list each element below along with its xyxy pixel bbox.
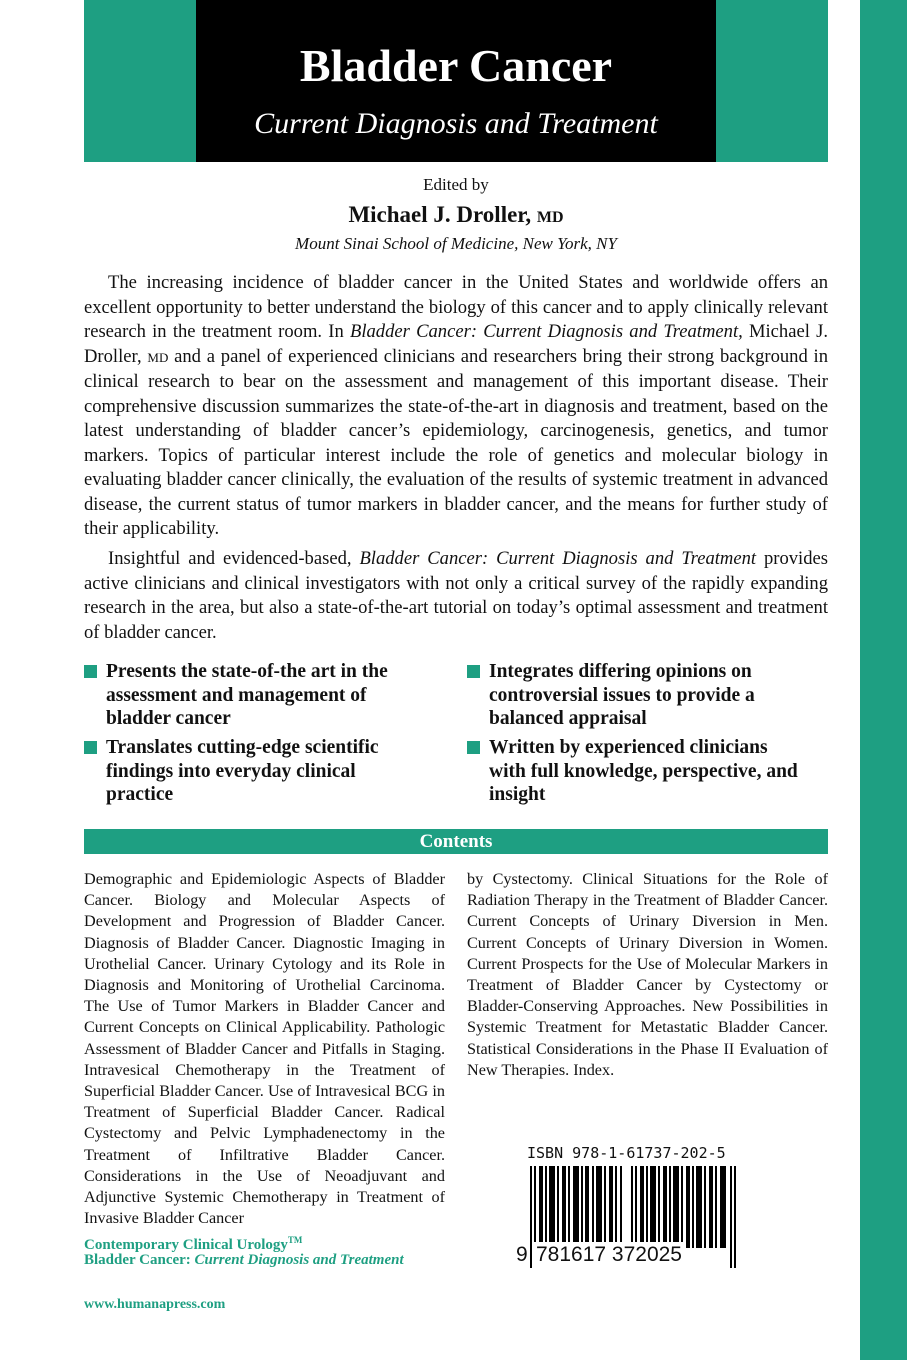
editor-degree: MD: [536, 209, 564, 226]
isbn-label: ISBN 978-1-61737-202-5: [527, 1144, 726, 1162]
bullet-square-icon: [467, 665, 480, 678]
publisher-website-link[interactable]: www.humanapress.com: [84, 1297, 226, 1312]
isbn-digit-groups: 781617 372025: [536, 1243, 682, 1266]
isbn-lead-digit: 9: [516, 1243, 528, 1266]
bullet-square-icon: [84, 741, 97, 754]
title-box: [196, 0, 716, 162]
contents-column-left: Demographic and Epidemiologic Aspects of Bladder Cancer. Biology and Molecular Aspects of Development and Progression of Bladder Cancer. Diagnosis of Bladder Cancer. Diagnostic Imaging in Urothelial Cancer. Urinary Cytology and its Role in Diagnosis and Monitoring of Urothelial Carcinoma. The Use of Tumor Markers in Bladder Cancer and Current Concepts on Clinical Applicability. Pathologic Assessment of Bladder Cancer and Pitfalls in Staging. Intravesical Chemotherapy in the Treatment of Superficial Bladder Cancer. Use of Intravesical BCG in Treatment of Superficial Bladder Cancer. Radical Cystectomy and Pelvic Lymphadenectomy in the Treatment of Infiltrative Bladder Cancer. Considerations in the Use of Neoadjuvant and Adjunctive Systemic Chemotherapy in Treatment of Invasive Bladder Cancer: [84, 870, 445, 1228]
editor-name: [84, 200, 828, 233]
series-name: Contemporary Clinical Urology™: [84, 1235, 303, 1253]
book-subtitle: Current Diagnosis and Treatment: [254, 107, 658, 140]
feature-bullet: Integrates differing opinions on controversial issues to provide a balanced appraisal: [467, 660, 807, 732]
description-paragraph-1: The increasing incidence of bladder cancer in the United States and worldwide offers an excellent opportunity to better understand the biology of this cancer and to apply clinically relevant research in the treatment room. In Bladder Cancer: Current Diagnosis and Treatment, Michael J. Droller, MD and a panel of experienced clinicians and researchers bring their strong background in clinical research to bear on the assessment and management of this important disease. Their comprehensive discussion summarizes the state-of-the-art in diagnosis and treatment, based on the latest understanding of bladder cancer’s epidemiology, carcinogenesis, genetics, and tumor markers. Topics of particular interest include the role of genetics and molecular biology in evaluating bladder cancer clinically, the evaluation of the results of systemic treatment in advanced disease, the current status of tumor markers in bladder cancer, and the means for further study of their applicability.: [84, 272, 829, 539]
description-paragraph-2: Insightful and evidenced-based, Bladder Cancer: Current Diagnosis and Treatment provides active clinicians and clinical investigators with not only a critical survey of the rapidly expanding research in the area, but also a state-of-the-art tutorial on today’s optimal assessment and treatment of bladder cancer.: [84, 548, 829, 643]
series-book-title: Bladder Cancer: Current Diagnosis and Treatment: [84, 1252, 404, 1268]
contents-column-right: by Cystectomy. Clinical Situations for the Role of Radiation Therapy in the Treatment of Bladder Cancer. Current Concepts of Urinary Diversion in Men. Current Concepts of Urinary Diversion in Women. Current Prospects for the Use of Molecular Markers in Treatment of Bladder Cancer by Cystectomy or Bladder-Conserving Approaches. New Possibilities in Systemic Treatment for Metastatic Bladder Cancer. Statistical Considerations in the Phase II Evaluation of New Therapies. Index.: [467, 870, 828, 1079]
book-title: Bladder Cancer: [299, 40, 613, 91]
editor-affiliation: Mount Sinai School of Medicine, New York, NY: [295, 234, 617, 253]
contents-heading: Contents: [84, 829, 828, 854]
bullet-square-icon: [467, 741, 480, 754]
bullet-square-icon: [84, 665, 97, 678]
feature-bullet: Written by experienced clinicians with full knowledge, perspective, and insight: [467, 736, 807, 808]
feature-bullet: Translates cutting-edge scientific findings into everyday clinical practice: [84, 736, 424, 808]
right-accent-strip: [860, 0, 907, 1360]
edited-by-label: Edited by: [423, 175, 489, 194]
feature-bullet: Presents the state-of-the art in the assessment and management of bladder cancer: [84, 660, 424, 732]
editor-name-text: Michael J. Droller,: [348, 202, 532, 227]
